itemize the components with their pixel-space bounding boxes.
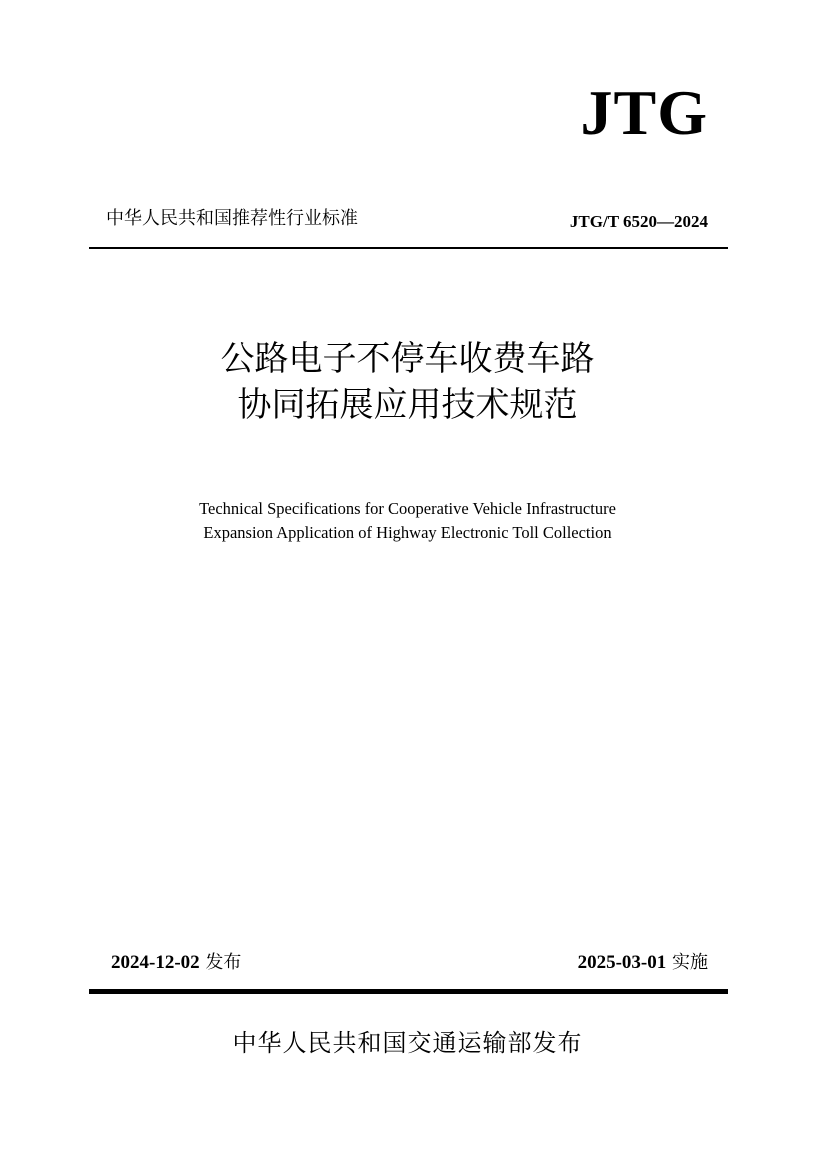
- issue-date: 2024-12-02: [111, 952, 200, 973]
- standard-number: JTG/T 6520—2024: [569, 212, 708, 231]
- chinese-title-line-1: 公路电子不停车收费车路: [220, 339, 595, 379]
- footer-divider: [89, 989, 728, 994]
- chinese-title-line-2: 协同拓展应用技术规范: [237, 385, 578, 425]
- issue-date-block: [111, 950, 241, 976]
- english-title-line-1: Technical Specifications for Cooperative Vehicle Infrastructure: [199, 499, 616, 518]
- chinese-title: [0, 336, 815, 428]
- publisher: 中华人民共和国交通运输部发布: [232, 1029, 583, 1057]
- implementation-date: 2025-03-01: [577, 952, 667, 973]
- implementation-label: 实施: [672, 952, 708, 973]
- header-divider: [89, 247, 728, 249]
- standard-category: 中华人民共和国推荐性行业标准: [106, 208, 358, 229]
- jtg-logo: JTG: [580, 77, 708, 148]
- implementation-date-block: [578, 950, 708, 976]
- issue-label: 发布: [205, 952, 242, 973]
- english-title: [0, 497, 815, 545]
- english-title-line-2: Expansion Application of Highway Electronic Toll Collection: [203, 523, 612, 542]
